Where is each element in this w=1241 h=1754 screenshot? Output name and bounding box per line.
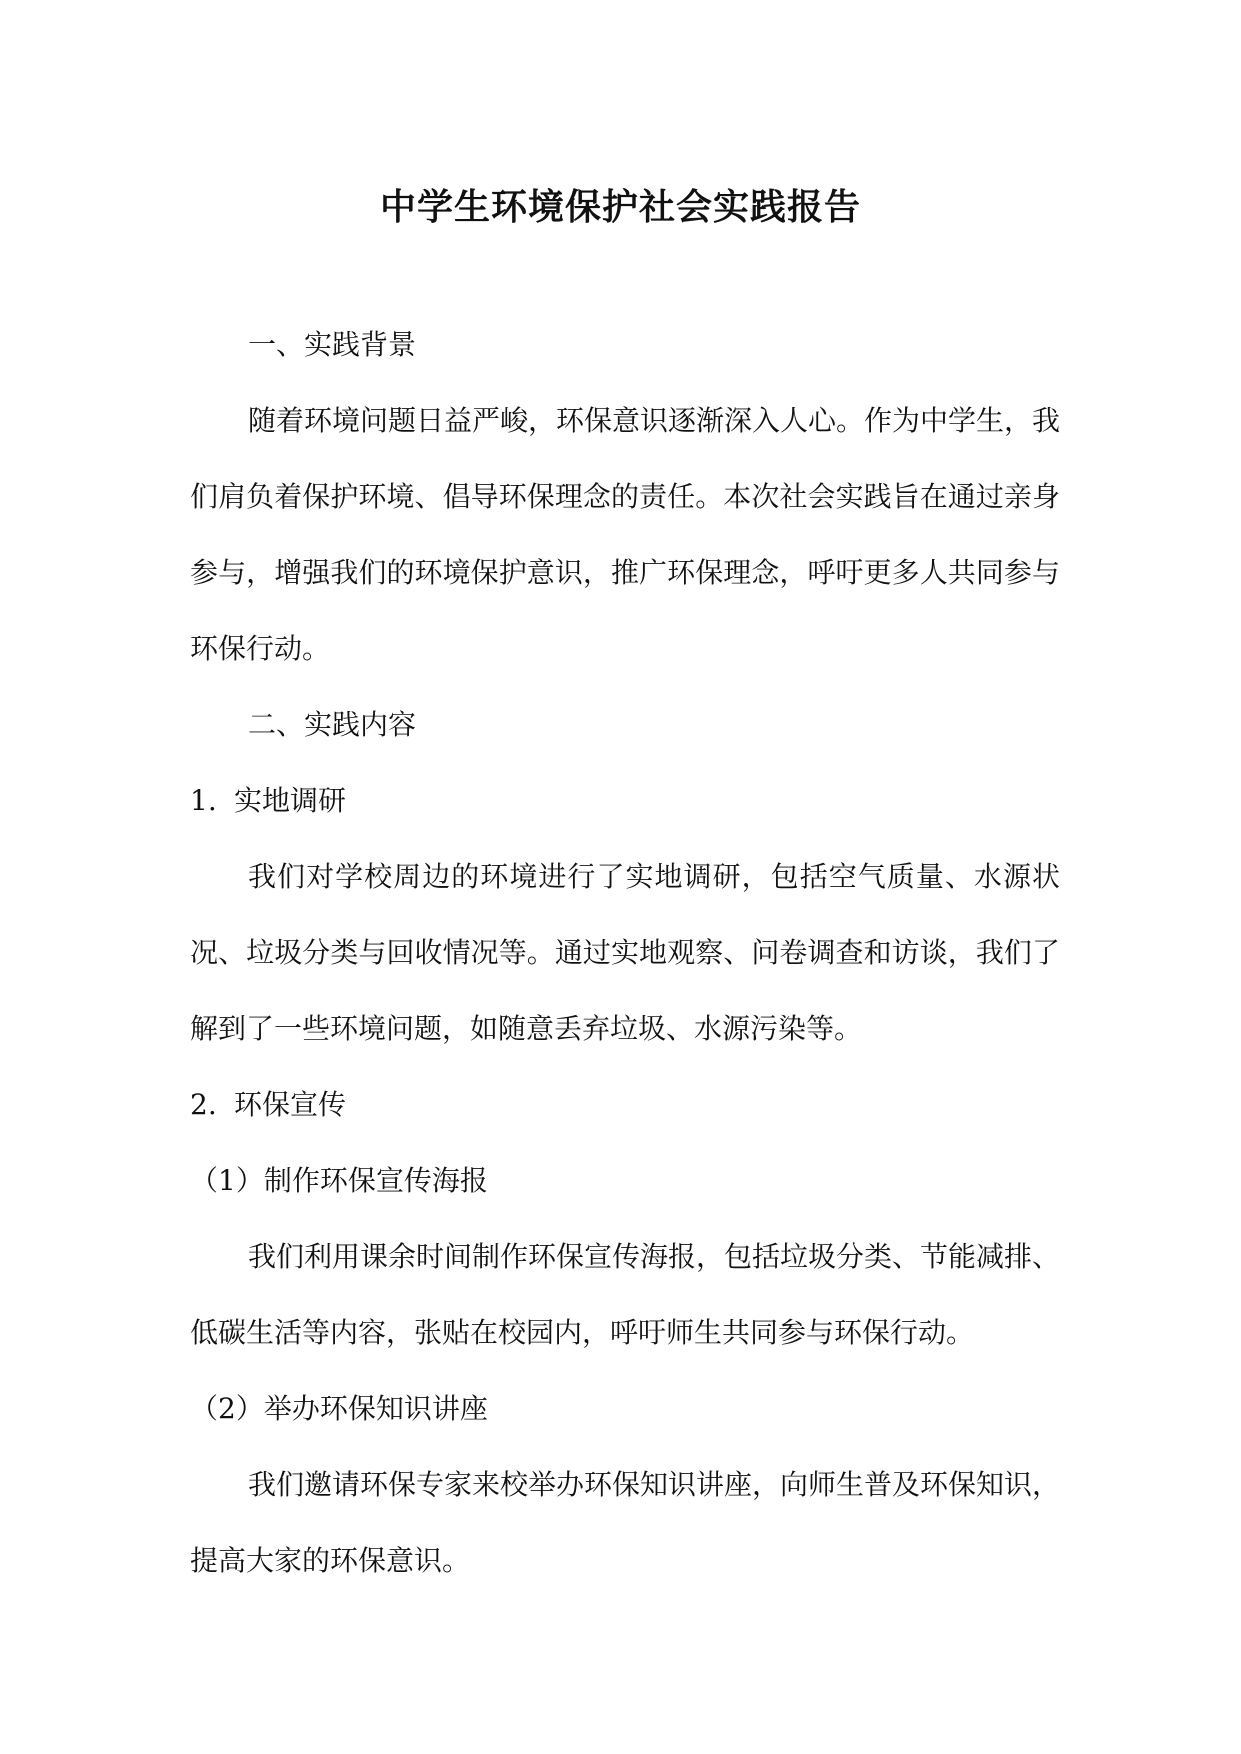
item-title: 实地调研 [234,784,347,817]
subitem-poster-title: （1）制作环保宣传海报 [190,1164,488,1197]
document-body [190,307,1060,1599]
lecture-paragraph: 我们邀请环保专家来校举办环保知识讲座，向师生普及环保知识，提高大家的环保意识。 [190,1468,1061,1577]
item-number: 2. [190,1088,217,1121]
subitem-lecture-title: （2）举办环保知识讲座 [190,1392,488,1425]
section-heading-content: 二、实践内容 [248,708,417,741]
item-field-research [190,763,1060,839]
field-research-paragraph: 我们对学校周边的环境进行了实地调研，包括空气质量、水源状况、垃圾分类与回收情况等。通过实地观察、问卷调查和访谈，我们了解到了一些环境问题，如随意丢弃垃圾、水源污染等。 [190,860,1060,1045]
document-title: 中学生环境保护社会实践报告 [379,187,861,228]
poster-paragraph: 我们利用课余时间制作环保宣传海报，包括垃圾分类、节能减排、低碳生活等内容，张贴在校园内，呼吁师生共同参与环保行动。 [190,1240,1061,1349]
item-number: 1. [190,784,217,817]
item-publicity [190,1067,1060,1143]
item-title: 环保宣传 [234,1088,347,1121]
section-heading-background: 一、实践背景 [248,328,417,361]
background-paragraph: 随着环境问题日益严峻，环保意识逐渐深入人心。作为中学生，我们肩负着保护环境、倡导环保理念的责任。本次社会实践旨在通过亲身参与，增强我们的环境保护意识，推广环保理念，呼吁更多人共同参与环保行动。 [190,404,1061,665]
